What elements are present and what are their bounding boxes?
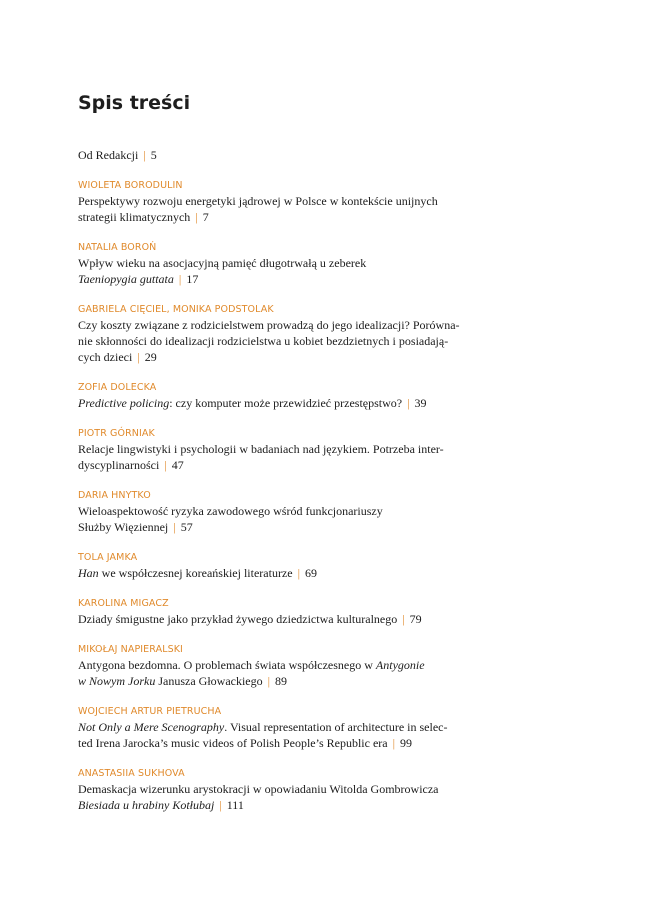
- toc-entry[interactable]: [78, 489, 473, 535]
- entry-title-line: Demaskacja wizerunku arystokracji w opowiadaniu Witolda Gombrowicza: [78, 782, 439, 796]
- table-of-contents: [78, 147, 473, 813]
- page-number: 79: [409, 612, 422, 626]
- entry-title-line: nie skłonności do idealizacji rodzicielstwa u kobiet bezdzietnych i posiadają-: [78, 334, 449, 348]
- page-number: 47: [171, 458, 184, 472]
- page-number: 7: [202, 210, 209, 224]
- entry-title-line: Wpływ wieku na asocjacyjną pamięć długotrwałą u zeberek: [78, 256, 367, 270]
- page-number: 17: [186, 272, 199, 286]
- page-number: 111: [226, 798, 244, 812]
- entry-title-line: Dziady śmigustne jako przykład żywego dziedzictwa kulturalnego | 79: [78, 612, 422, 626]
- entry-title-line: Predictive policing: czy komputer może przewidzieć przestępstwo? | 39: [78, 396, 427, 410]
- toc-entry[interactable]: [78, 241, 473, 287]
- entry-author: TOLA JAMKA: [78, 552, 138, 563]
- entry-title-line: Wieloaspektowość ryzyka zawodowego wśród funkcjonariuszy: [78, 504, 383, 518]
- toc-entry[interactable]: [78, 427, 473, 473]
- toc-entry-intro: [78, 147, 473, 163]
- entry-title-line: strategii klimatycznych | 7: [78, 210, 209, 224]
- entry-author: ANASTASIIA SUKHOVA: [78, 768, 185, 779]
- entry-title-line: Han we współczesnej koreańskiej literaturze | 69: [78, 566, 317, 580]
- page-number: 89: [275, 674, 288, 688]
- entry-title-line: Służby Więziennej | 57: [78, 520, 193, 534]
- entry-title-line: Antygona bezdomna. O problemach świata współczesnego w Antygonie: [78, 658, 425, 672]
- toc-entry[interactable]: [78, 381, 473, 411]
- page-number: 69: [305, 566, 317, 580]
- entry-title-line: Czy koszty związane z rodzicielstwem prowadzą do jego idealizacji? Porówna-: [78, 318, 460, 332]
- entry-author: GABRIELA CIĘCIEL, MONIKA PODSTOLAK: [78, 304, 274, 315]
- toc-entry-title: Od Redakcji | 5: [78, 148, 157, 162]
- toc-entry[interactable]: [78, 551, 473, 581]
- entry-author: NATALIA BOROŃ: [78, 242, 157, 253]
- toc-entry[interactable]: [78, 303, 473, 365]
- page-number: 5: [150, 148, 157, 162]
- entry-title-line: Biesiada u hrabiny Kotłubaj | 111: [78, 798, 244, 812]
- toc-entry[interactable]: [78, 705, 473, 751]
- page-number: 29: [144, 350, 157, 364]
- entry-author: WIOLETA BORODULIN: [78, 180, 183, 191]
- entry-title-line: ted Irena Jarocka’s music videos of Polish People’s Republic era | 99: [78, 736, 412, 750]
- entry-author: WOJCIECH ARTUR PIETRUCHA: [78, 706, 222, 717]
- entry-author: DARIA HNYTKO: [78, 490, 151, 501]
- toc-entry[interactable]: [78, 597, 473, 627]
- page-number: 99: [400, 736, 412, 750]
- page-title: Spis treści: [78, 92, 191, 114]
- page-number: 39: [414, 396, 427, 410]
- entry-title-line: Perspektywy rozwoju energetyki jądrowej w Polsce w kontekście unijnych: [78, 194, 438, 208]
- toc-entry[interactable]: [78, 767, 473, 813]
- entry-title-line: Not Only a Mere Scenography. Visual representation of architecture in selec-: [78, 720, 448, 734]
- entry-author: PIOTR GÓRNIAK: [78, 428, 155, 439]
- entry-author: MIKOŁAJ NAPIERALSKI: [78, 644, 183, 655]
- entry-title-line: Taeniopygia guttata | 17: [78, 272, 199, 286]
- toc-entry[interactable]: [78, 179, 473, 225]
- entry-author: ZOFIA DOLECKA: [78, 382, 157, 393]
- entry-title-line: dyscyplinarności | 47: [78, 458, 184, 472]
- entry-title-line: cych dzieci | 29: [78, 350, 157, 364]
- entry-title-line: w Nowym Jorku Janusza Głowackiego | 89: [78, 674, 288, 688]
- entry-author: KAROLINA MIGACZ: [78, 598, 169, 609]
- entry-title-line: Relacje lingwistyki i psychologii w badaniach nad językiem. Potrzeba inter-: [78, 442, 444, 456]
- page-number: 57: [180, 520, 193, 534]
- toc-entry[interactable]: [78, 643, 473, 689]
